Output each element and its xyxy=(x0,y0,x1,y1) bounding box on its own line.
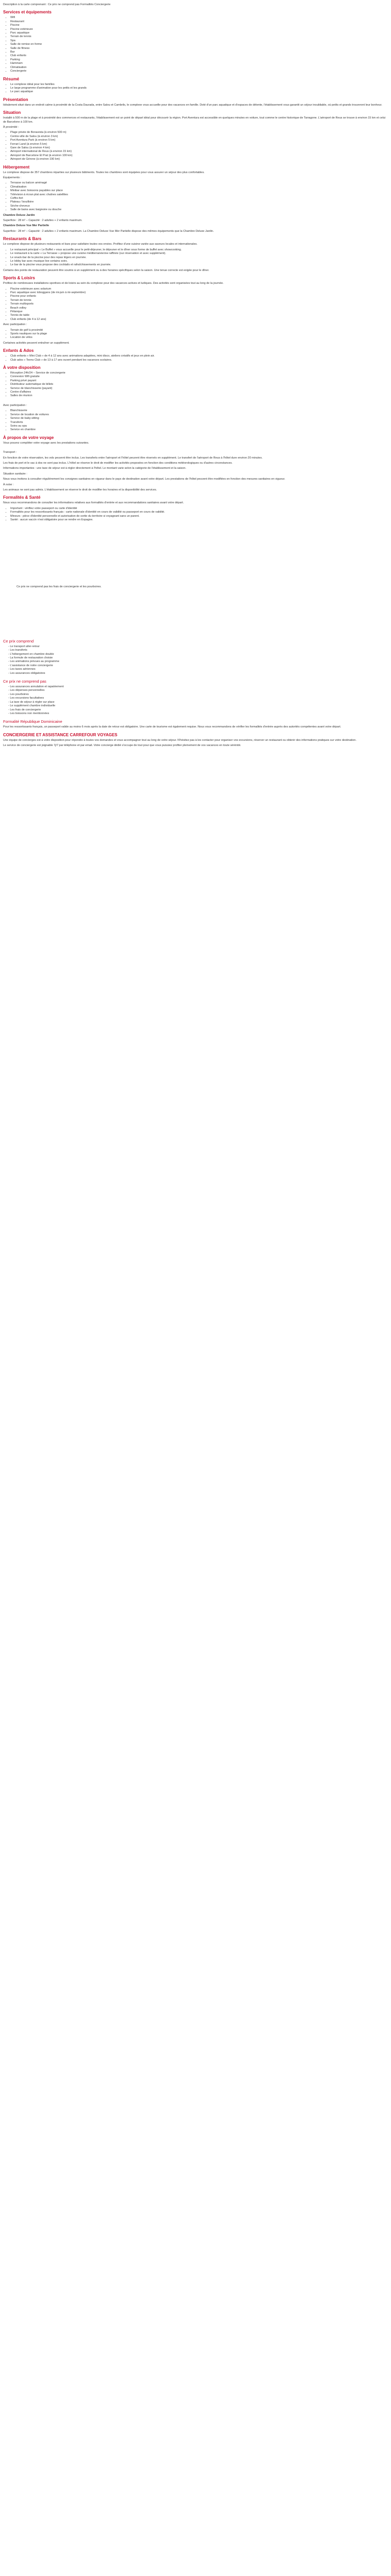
restauration-bottom: Certains des points de restauration peuvent être soumis à un supplément ou à des horaires spécifiques selon la saison. Une tenue correcte est exigée pour le dîner. xyxy=(3,268,209,272)
list-item: - Les pourboires xyxy=(8,693,388,697)
list-item: • Ferrari Land (à environ 5 km) xyxy=(10,143,388,146)
sante-text: Nous vous invitons à consulter régulièrement les consignes sanitaires en vigueur dans le pays de destination avant votre départ. Les prestations de l'hôtel peuvent être modifiées en fonction des mesures sanitaires en vigueur. xyxy=(3,478,285,481)
list-item: • Piscine pour enfants xyxy=(10,295,388,298)
list-item: • Salle de remise en forme xyxy=(10,43,388,46)
list-item: • Piscine xyxy=(10,24,388,27)
list-item: • Tennis de table xyxy=(10,314,388,317)
disposition-title: À votre disposition xyxy=(3,365,41,370)
list-item: - Les animations prévues au programme xyxy=(8,660,388,664)
extra-list xyxy=(3,409,388,432)
conciergerie-text: Une équipe de concierges est à votre disposition pour répondre à toutes vos demandes et vous accompagner tout au long de votre séjour. N'hésitez pas à les contacter pour organiser vos excursions, réserver un restaurant ou obtenir des informations pratiques sur votre destination. xyxy=(3,738,356,742)
list-item: - L'assistance de notre conciergerie xyxy=(8,664,388,668)
disposition-list xyxy=(3,371,388,398)
list-item: - L'hébergement en chambre double xyxy=(8,653,388,656)
apropos-title: À propos de votre voyage xyxy=(3,435,54,440)
room1-title: Chambre Deluxe Jardin xyxy=(3,213,35,217)
list-item: • Connexion Wifi gratuite xyxy=(10,375,388,379)
list-item: • Mineurs : pièce d'identité personnelle et autorisation de sortie du territoire si voyageant sans un parent. xyxy=(10,515,388,518)
list-item: • Coffre-fort xyxy=(10,197,388,200)
list-item: - Les excursions facultatives xyxy=(8,697,388,700)
list-item: • Terrasse ou balcon aménagé xyxy=(10,181,388,185)
list-item: • Restaurant xyxy=(10,20,388,24)
list-item: • Plateau / bouilloire xyxy=(10,200,388,204)
list-item: • Wifi xyxy=(10,16,388,20)
list-item: - La taxe de séjour à régler sur place xyxy=(8,701,388,704)
list-item: • Hammam xyxy=(10,62,388,65)
list-item: • Club enfants xyxy=(10,54,388,58)
list-item: • Piscine extérieure xyxy=(10,28,388,31)
list-item: • Aéroport international de Reus (à environ 15 km) xyxy=(10,150,388,154)
list-item: • Climatisation xyxy=(10,66,388,70)
formalite-rd-text: Pour les ressortissants français, un passeport valide au moins 6 mois après la date de retour est obligatoire. Une carte de tourisme est également requise. Nous vous recommandons de vérifier les formalités d'entrée auprès des autorités compétentes avant votre départ. xyxy=(3,725,341,729)
list-item: • Télévision à écran plat avec chaînes satellites xyxy=(10,193,388,197)
list-item: • Le restaurant principal « Le Buffet » vous accueille pour le petit-déjeuner, le déjeuner et le dîner sous forme de buffet avec showcooking. xyxy=(10,248,388,252)
intro-text: Description à la carte comprenant : Ce prix ne comprend pas Formalités Conciergerie xyxy=(3,3,111,6)
list-item: • Le restaurant à la carte « La Terrasse » propose une cuisine méditerranéenne raffinée (sur réservation et avec supplément). xyxy=(10,252,388,256)
list-item: • Centre-ville de Salou (à environ 3 km) xyxy=(10,135,388,139)
conciergerie-title: CONCIERGERIE ET ASSISTANCE CARREFOUR VOYAGES xyxy=(3,732,118,737)
list-item: - Le supplément chambre individuelle xyxy=(8,704,388,708)
list-item: • Salle de fitness xyxy=(10,47,388,50)
equipements-list xyxy=(3,181,388,212)
list-item: - La formule de restauration choisie xyxy=(8,656,388,660)
list-item: • Formalités pour les ressortissants français : carte nationale d'identité en cours de validité ou passeport en cours de validité. xyxy=(10,511,388,514)
list-item: • Club enfants (de 4 à 12 ans) xyxy=(10,318,388,321)
list-item: • Transferts xyxy=(10,421,388,425)
list-item: • Important : vérifiez votre passeport ou carte d'identité xyxy=(10,507,388,511)
list-item: - Les transferts xyxy=(8,649,388,652)
list-item: • Terrain de tennis xyxy=(10,299,388,302)
list-item: • Parc aquatique xyxy=(10,31,388,35)
list-item: - Les taxes aériennes xyxy=(8,668,388,671)
list-item: • Bar xyxy=(10,50,388,54)
presentation-text: Idéalement situé dans un endroit calme à proximité de la Costa Daurada, entre Salou et Cambrils, le complexe vous accueille pour des vacances en famille. Doté d'un parc aquatique et d'espaces de détente, l'établissement vous garantit un séjour inoubliable, où petits et grands trouveront leur bonheur. xyxy=(3,103,382,107)
list-item: • Sèche-cheveux xyxy=(10,205,388,208)
transport-title: Transport : xyxy=(3,451,17,454)
list-item: • Port Aventura Park (à environ 5 km) xyxy=(10,139,388,142)
formalites-text: Nous vous recommandons de consulter les informations relatives aux formalités d'entrée et aux recommandations sanitaires avant votre départ. xyxy=(3,501,184,505)
formalites-note: Ce prix ne comprend pas les frais de conciergerie et les pourboires. xyxy=(17,585,102,589)
list-item: • Terrain de golf à proximité xyxy=(10,329,388,332)
note-text: Les animaux ne sont pas admis. L'établissement se réserve le droit de modifier les horaires et la disponibilité des services. xyxy=(3,488,157,492)
list-item: • Le large programme d'animation pour les petits et les grands xyxy=(10,87,388,90)
list-item: - Les boissons non mentionnées xyxy=(8,712,388,716)
room1-text: Superficie : 28 m² – Capacité : 2 adultes + 2 enfants maximum. xyxy=(3,219,83,223)
list-item: • Spa xyxy=(10,39,388,43)
list-item: - Les frais de conciergerie xyxy=(8,708,388,712)
list-item: • Blanchisserie xyxy=(10,409,388,413)
situation-text: Installé à 500 m de la plage et à proximité des commerces et restaurants, l'établissement est un point de départ idéal pour découvrir la région. Port Aventura est accessible en quelques minutes en voiture, tout comme le centre historique de Tarragone. L'aéroport de Reus se trouve à environ 15 km et celui de Barcelone à 100 km. xyxy=(3,116,386,124)
list-item: • Plage privée de Bonavista (à environ 500 m) xyxy=(10,131,388,134)
list-item: • Location de vélos xyxy=(10,336,388,340)
list-item: • Parking xyxy=(10,58,388,62)
formalites-list xyxy=(3,507,388,522)
services-list xyxy=(3,16,388,73)
list-item: • Salles de réunion xyxy=(10,394,388,398)
sports-title: Sports & Loisirs xyxy=(3,276,35,281)
list-item: • Parc aquatique avec toboggans (de mi-juin à mi-septembre) xyxy=(10,291,388,295)
sports-list xyxy=(3,287,388,322)
list-item: • Conciergerie xyxy=(10,70,388,73)
sports-bottom: Avec participation : xyxy=(3,323,27,327)
list-item: • Club enfants « Mini Club » de 4 à 12 ans avec animations adaptées, mini disco, ateliers créatifs et jeux en plein air. xyxy=(10,354,388,358)
list-item: • Beach volley xyxy=(10,307,388,310)
list-item: - Les assurances obligatoires xyxy=(8,672,388,675)
list-item: • Aéroport de Gérone (à environ 190 km) xyxy=(10,158,388,161)
enfants-title: Enfants & Ados xyxy=(3,348,34,353)
logement-text: Le complexe dispose de 357 chambres réparties sur plusieurs bâtiments. Toutes les chambres sont équipées pour vous assurer un séjour des plus confortables. xyxy=(3,171,205,174)
sports-text: Profitez de nombreuses installations sportives et de loisirs au sein du complexe pour des vacances actives et ludiques. Des activités sont organisées tout au long de la journée. xyxy=(3,282,224,285)
services-title: Services et équipements xyxy=(3,10,52,15)
list-item: • Terrain de tennis xyxy=(10,35,388,39)
transport-text: En fonction de votre réservation, les vols peuvent être inclus. Les transferts entre l'aéroport et l'hôtel peuvent être réservés en supplément. Le transfert de l'aéroport de Reus à l'hôtel dure environ 20 minutes. xyxy=(3,456,263,460)
list-item: • Distributeur automatique de billets xyxy=(10,383,388,386)
page xyxy=(0,0,391,748)
list-item: • Service de baby-sitting xyxy=(10,417,388,420)
list-item: • Le snack-bar de la piscine pour des repas légers en journée. xyxy=(10,256,388,260)
sports-note: Certaines activités peuvent entraîner un supplément. xyxy=(3,341,70,345)
apropos-text: Vous pouvez compléter votre voyage avec les prestations suivantes. xyxy=(3,441,89,445)
list-item: • Minibar avec boissons payables sur place xyxy=(10,189,388,193)
list-item: • Le parc aquatique xyxy=(10,90,388,94)
list-item: • Service de blanchisserie (payant) xyxy=(10,387,388,391)
sports-list-2 xyxy=(3,329,388,340)
list-item: • Le bar de la piscine vous propose des cocktails et rafraîchissements en journée. xyxy=(10,263,388,267)
logement-title: Hébergement xyxy=(3,164,30,170)
list-item: - Les dépenses personnelles xyxy=(8,689,388,692)
restauration-list xyxy=(3,248,388,267)
restauration-text: Le complexe dispose de plusieurs restaurants et bars pour satisfaire toutes vos envies. Profitez d'une cuisine variée aux saveurs locales et internationales. xyxy=(3,243,198,246)
resume-title: Résumé xyxy=(3,76,20,81)
presentation-title: Présentation xyxy=(3,97,28,102)
list-item: • Gare de Salou (à environ 4 km) xyxy=(10,146,388,150)
enfants-list xyxy=(3,354,388,362)
list-item: • Le lobby bar avec musique live certains soirs. xyxy=(10,260,388,263)
list-item: - Les assurances annulation et rapatriement xyxy=(8,685,388,689)
list-item: • Soins au spa xyxy=(10,425,388,428)
conciergerie-text-2: Le service de conciergerie est joignable 7j/7 par téléphone et par email. Votre concierge dédié s'occupe de tout pour que vous puissiez profiter pleinement de vos vacances en toute sérénité. xyxy=(3,744,241,748)
distances-title: À proximité : xyxy=(3,125,19,129)
inclus-list xyxy=(3,645,388,675)
list-item: • Salle de bains avec baignoire ou douche xyxy=(10,208,388,212)
list-item: • Service de location de voitures xyxy=(10,413,388,417)
distances-list xyxy=(3,131,388,161)
note-title: À noter : xyxy=(3,483,14,486)
list-item: • Terrain multisports xyxy=(10,302,388,306)
formalite-rd-title: Formalité République Dominicaine xyxy=(3,719,62,724)
inclus-title: Ce prix comprend xyxy=(3,638,34,643)
room2-text: Superficie : 28 m² – Capacité : 2 adultes + 2 enfants maximum. La Chambre Deluxe Vue Mer Partielle dispose des mêmes équipements que la Chambre Deluxe Jardin. xyxy=(3,229,214,233)
room2-title: Chambre Deluxe Vue Mer Partielle xyxy=(3,224,50,228)
list-item: - Le transport aller-retour xyxy=(8,645,388,649)
list-item: • Climatisation xyxy=(10,185,388,189)
list-item: • Parking privé payant xyxy=(10,379,388,383)
situation-title: Situation xyxy=(3,110,21,115)
list-item: • Club ados « Teens Club » de 13 à 17 ans ouvert pendant les vacances scolaires. xyxy=(10,359,388,362)
non-inclus-list xyxy=(3,685,388,716)
transport-text-3: Informations importantes : une taxe de séjour est à régler directement à l'hôtel. Le montant varie selon la catégorie de l'établissement et la saison. xyxy=(3,467,186,470)
equipements-title: Équipements : xyxy=(3,176,22,179)
list-item: • Réception 24h/24 – Service de conciergerie xyxy=(10,371,388,375)
formalites-title: Formalités & Santé xyxy=(3,495,41,500)
list-item: • Aéroport de Barcelone El Prat (à environ 100 km) xyxy=(10,154,388,158)
transport-text-2: Les frais de port et le sac à dos ne sont pas inclus. L'hôtel se réserve le droit de modifier les activités proposées en fonction des conditions météorologiques ou d'autres circonstances. xyxy=(3,461,233,465)
list-item: • Centre d'affaires xyxy=(10,391,388,394)
list-item: • Piscine extérieure avec solarium xyxy=(10,287,388,291)
restauration-title: Restaurants & Bars xyxy=(3,236,42,242)
list-item: • Pétanque xyxy=(10,310,388,314)
resume-list xyxy=(3,83,388,94)
extra-title: Avec participation : xyxy=(3,403,27,407)
sante-title: Situation sanitaire : xyxy=(3,472,27,476)
list-item: • Santé : aucun vaccin n'est obligatoire pour se rendre en Espagne. xyxy=(10,518,388,522)
non-inclus-title: Ce prix ne comprend pas xyxy=(3,679,46,684)
list-item: • Service en chambre xyxy=(10,428,388,432)
list-item: • Le complexe idéal pour les familles xyxy=(10,83,388,87)
list-item: • Sports nautiques sur la plage xyxy=(10,332,388,336)
